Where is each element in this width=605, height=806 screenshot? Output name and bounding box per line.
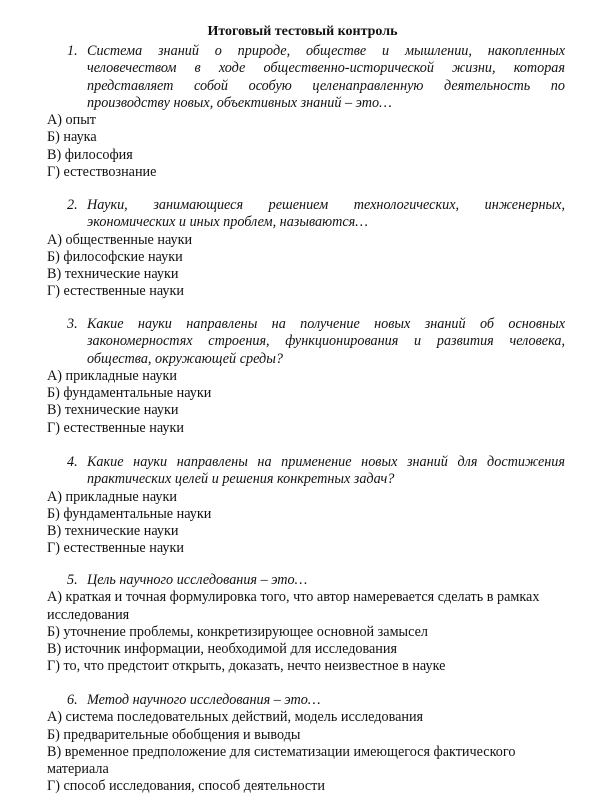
- option[interactable]: Б) наука: [47, 129, 97, 146]
- option[interactable]: А) система последовательных действий, модель исследования: [47, 709, 424, 726]
- question-3: [47, 316, 565, 437]
- option[interactable]: Г) способ исследования, способ деятельности: [47, 778, 325, 795]
- question-1-options: [47, 112, 565, 181]
- option[interactable]: А) краткая и точная формулировка того, что автор намеревается сделать в рамках исследования: [47, 589, 540, 623]
- option[interactable]: Г) естественные науки: [47, 540, 184, 557]
- question-6: [47, 692, 565, 796]
- option[interactable]: Г) естественные науки: [47, 419, 184, 436]
- option[interactable]: А) опыт: [47, 112, 96, 129]
- question-4: [47, 454, 565, 558]
- option[interactable]: Б) философские науки: [47, 248, 183, 265]
- option[interactable]: Б) уточнение проблемы, конкретизирующее основной замысел: [47, 623, 428, 640]
- question-6-options: [47, 709, 565, 795]
- question-1: [47, 43, 565, 181]
- option[interactable]: А) общественные науки: [47, 231, 193, 248]
- option[interactable]: В) источник информации, необходимой для исследования: [47, 641, 398, 658]
- option[interactable]: Г) то, что предстоит открыть, доказать, нечто неизвестное в науке: [47, 658, 446, 675]
- option[interactable]: В) технические науки: [47, 266, 179, 283]
- question-2-number: 2.: [67, 197, 78, 213]
- question-5-number: 5.: [67, 572, 78, 588]
- question-3-options: [47, 368, 565, 437]
- option[interactable]: Б) фундаментальные науки: [47, 505, 212, 522]
- question-5-text: 5. Цель научного исследования – это…: [67, 572, 308, 588]
- question-4-number: 4.: [67, 454, 78, 470]
- question-1-text: 1. Система знаний о природе, обществе и мышлении, накопленных человечеством в ходе общественно-исторической жизни, которая представляет собой особую целенаправленную деятельность по производству новых, объективных знаний – это…: [67, 43, 565, 111]
- option[interactable]: Б) предварительные обобщения и выводы: [47, 726, 301, 743]
- question-3-number: 3.: [67, 316, 78, 332]
- question-6-text: 6. Метод научного исследования – это…: [67, 692, 321, 708]
- question-1-number: 1.: [67, 43, 78, 59]
- option[interactable]: В) философия: [47, 146, 133, 163]
- option[interactable]: А) прикладные науки: [47, 367, 178, 384]
- question-4-text: 4. Какие науки направлены на применение новых знаний для достижения практических целей и решения конкретных задач?: [67, 454, 565, 488]
- option[interactable]: А) прикладные науки: [47, 488, 178, 505]
- question-6-number: 6.: [67, 692, 78, 708]
- option[interactable]: Г) естествознание: [47, 164, 157, 181]
- question-2-text: 2. Науки, занимающиеся решением технологических, инженерных, экономических и иных проблем, называются…: [67, 197, 565, 231]
- option[interactable]: Г) естественные науки: [47, 283, 184, 300]
- question-5-options: [47, 589, 565, 675]
- option[interactable]: Б) фундаментальные науки: [47, 385, 212, 402]
- option[interactable]: В) временное предположение для систематизации имеющегося фактического материала: [47, 743, 516, 778]
- question-4-options: [47, 489, 565, 558]
- question-3-text: 3. Какие науки направлены на получение новых знаний об основных закономерностях строения, функционирования и развития человека, общества, окружающей среды?: [67, 316, 565, 367]
- question-2: [47, 197, 565, 301]
- page-title: Итоговый тестовый контроль: [207, 24, 398, 39]
- option[interactable]: В) технические науки: [47, 402, 179, 419]
- question-2-options: [47, 232, 565, 301]
- option[interactable]: В) технические науки: [47, 523, 179, 540]
- question-5: [47, 572, 565, 676]
